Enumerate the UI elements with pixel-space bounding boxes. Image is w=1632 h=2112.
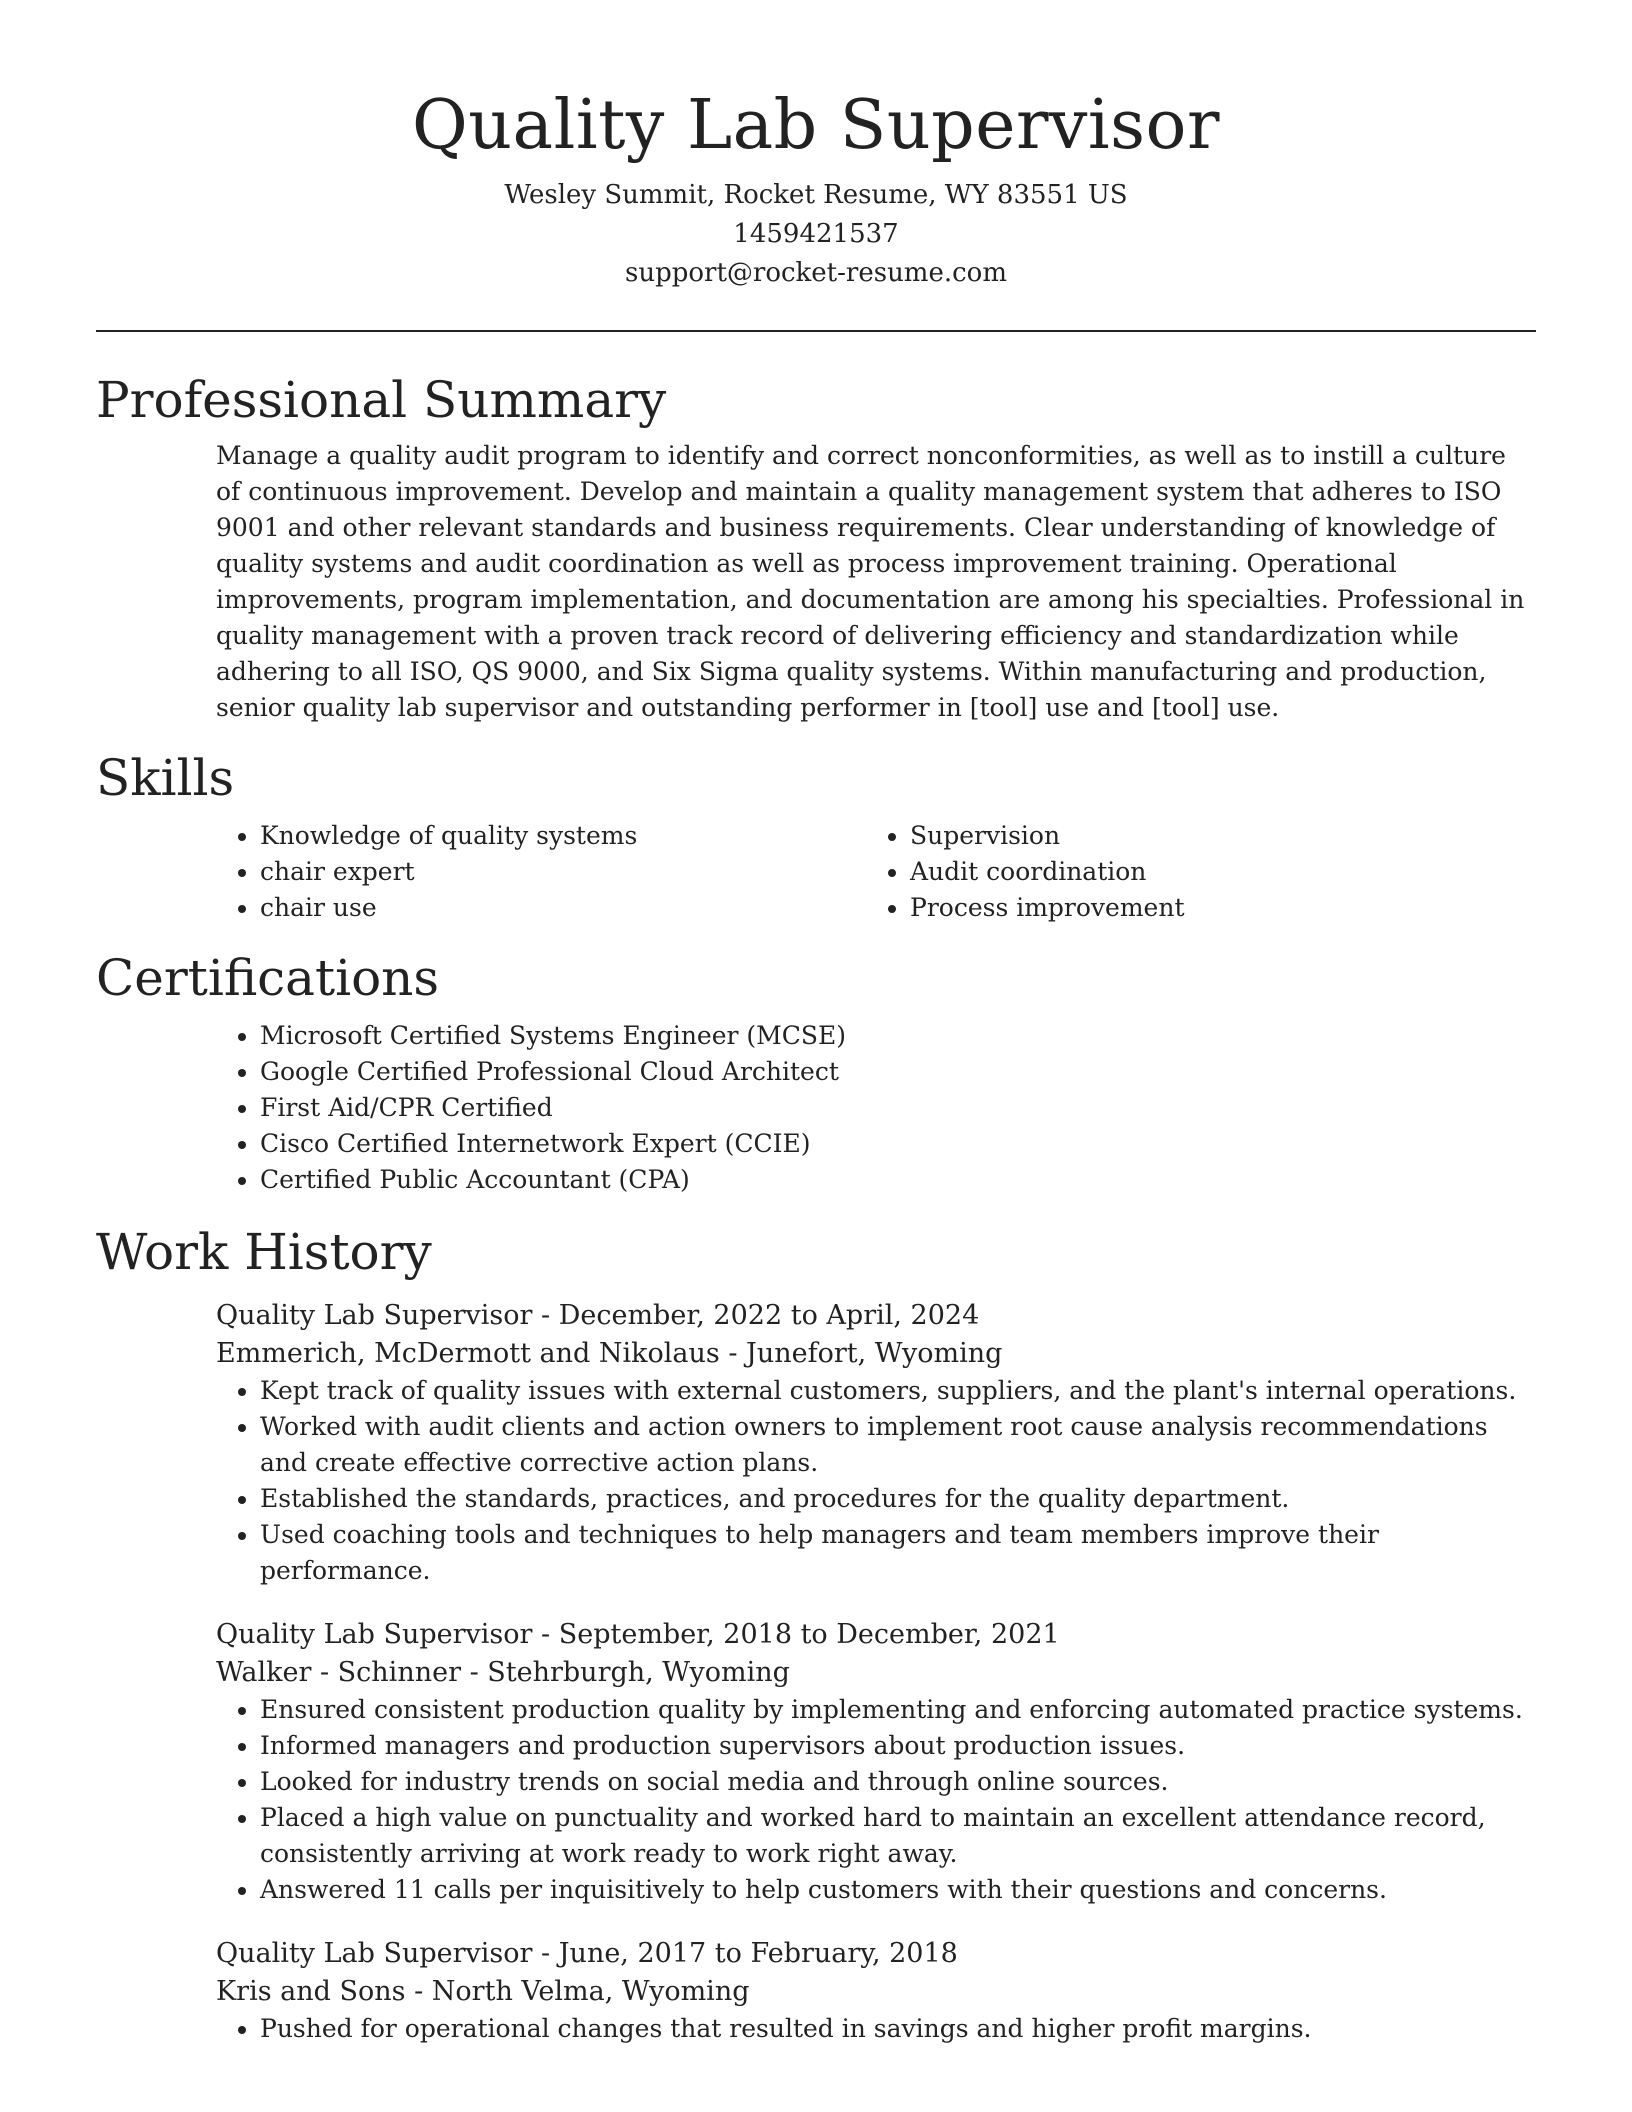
contact-email: support@rocket-resume.com <box>624 258 1007 288</box>
list-item: • Certified Public Accountant (CPA) <box>260 1162 1536 1198</box>
job-employer: Emmerich, McDermott and Nikolaus <box>216 1338 720 1369</box>
skills-list-right <box>866 818 1516 926</box>
job-title: Quality Lab Supervisor <box>216 1938 533 1969</box>
job-dates: - September, 2018 to December, 2021 <box>532 1619 1060 1650</box>
job-bullets <box>216 1692 1536 1908</box>
job-title: Quality Lab Supervisor <box>216 1619 533 1650</box>
contact-address: Wesley Summit, Rocket Resume, WY 83551 US <box>504 180 1128 210</box>
certifications-body <box>96 1018 1536 1198</box>
job-employer-line <box>216 1973 1536 2011</box>
job-entry <box>216 1296 1536 1589</box>
job-location: - North Velma, Wyoming <box>405 1976 750 2007</box>
list-item: • Pushed for operational changes that resulted in savings and higher profit margins. <box>260 2011 1536 2047</box>
job-entry <box>216 1615 1536 1908</box>
skills-section <box>96 748 1536 926</box>
job-title: Quality Lab Supervisor <box>216 1300 533 1331</box>
list-item: • Google Certified Professional Cloud Architect <box>260 1054 1536 1090</box>
job-employer: Walker - Schinner <box>216 1657 461 1688</box>
list-item: • Looked for industry trends on social media and through online sources. <box>260 1764 1536 1800</box>
job-employer-line <box>216 1654 1536 1692</box>
job-dates: - June, 2017 to February, 2018 <box>532 1938 958 1969</box>
list-item: • Knowledge of quality systems <box>260 818 866 854</box>
job-title-line <box>216 1296 1536 1335</box>
list-item: • Cisco Certified Internetwork Expert (CCIE) <box>260 1126 1536 1162</box>
list-item: • chair use <box>260 890 866 926</box>
summary-text: Manage a quality audit program to identify and correct nonconformities, as well as to instill a culture of continuous improvement. Develop and maintain a quality management system that adheres to ISO 9001 and other relevant standards and business requirements. Clear understanding of knowledge of quality systems and audit coordination as well as process improvement training. Operational improvements, program implementation, and documentation are among his specialties. Professional in quality management with a proven track record of delivering efficiency and standardization while adhering to all ISO, QS 9000, and Six Sigma quality systems. Within manufacturing and production, senior quality lab supervisor and outstanding performer in [tool] use and [tool] use. <box>216 441 1525 722</box>
contact-phone: 1459421537 <box>733 219 899 249</box>
skills-column-right <box>866 818 1516 926</box>
skills-list-left <box>216 818 866 926</box>
summary-body <box>96 438 1536 726</box>
certifications-title: Certifications <box>96 949 440 1007</box>
certifications-list <box>216 1018 1536 1198</box>
list-item: • Placed a high value on punctuality and worked hard to maintain an excellent attendance record, consistently arriving at work ready to work right away. <box>260 1800 1536 1872</box>
header-divider <box>96 330 1536 332</box>
job-bullets <box>216 1373 1536 1589</box>
work-history-section <box>96 1222 1536 2047</box>
summary-title: Professional Summary <box>96 371 667 429</box>
work-history-body <box>96 1296 1536 2047</box>
list-item: • First Aid/CPR Certified <box>260 1090 1536 1126</box>
list-item: • Audit coordination <box>910 854 1516 890</box>
certifications-section <box>96 948 1536 1198</box>
list-item: • Used coaching tools and techniques to help managers and team members improve their performance. <box>260 1517 1536 1589</box>
skills-grid <box>216 818 1536 926</box>
summary-section <box>96 370 1536 726</box>
job-employer: Kris and Sons <box>216 1976 406 2007</box>
list-item: • Kept track of quality issues with external customers, suppliers, and the plant's internal operations. <box>260 1373 1536 1409</box>
job-location: - Junefort, Wyoming <box>719 1338 1003 1369</box>
job-location: - Stehrburgh, Wyoming <box>460 1657 790 1688</box>
list-item: • Process improvement <box>910 890 1516 926</box>
list-item: • Ensured consistent production quality by implementing and enforcing automated practice systems. <box>260 1692 1536 1728</box>
contact-block <box>96 176 1536 293</box>
list-item: • Established the standards, practices, and procedures for the quality department. <box>260 1481 1536 1517</box>
work-history-title: Work History <box>96 1223 432 1281</box>
skills-column-left <box>216 818 866 926</box>
job-bullets <box>216 2011 1536 2047</box>
skills-title: Skills <box>96 749 235 807</box>
list-item: • chair expert <box>260 854 866 890</box>
list-item: • Supervision <box>910 818 1516 854</box>
job-entry <box>216 1934 1536 2047</box>
job-employer-line <box>216 1335 1536 1373</box>
list-item: • Worked with audit clients and action owners to implement root cause analysis recommendations and create effective corrective action plans. <box>260 1409 1536 1481</box>
resume-header <box>96 0 1536 293</box>
list-item: • Microsoft Certified Systems Engineer (MCSE) <box>260 1018 1536 1054</box>
resume-name: Quality Lab Supervisor <box>412 86 1220 165</box>
skills-body <box>96 818 1536 926</box>
list-item: • Informed managers and production supervisors about production issues. <box>260 1728 1536 1764</box>
list-item: • Answered 11 calls per inquisitively to help customers with their questions and concerns. <box>260 1872 1536 1908</box>
job-title-line <box>216 1615 1536 1654</box>
job-title-line <box>216 1934 1536 1973</box>
job-dates: - December, 2022 to April, 2024 <box>532 1300 980 1331</box>
